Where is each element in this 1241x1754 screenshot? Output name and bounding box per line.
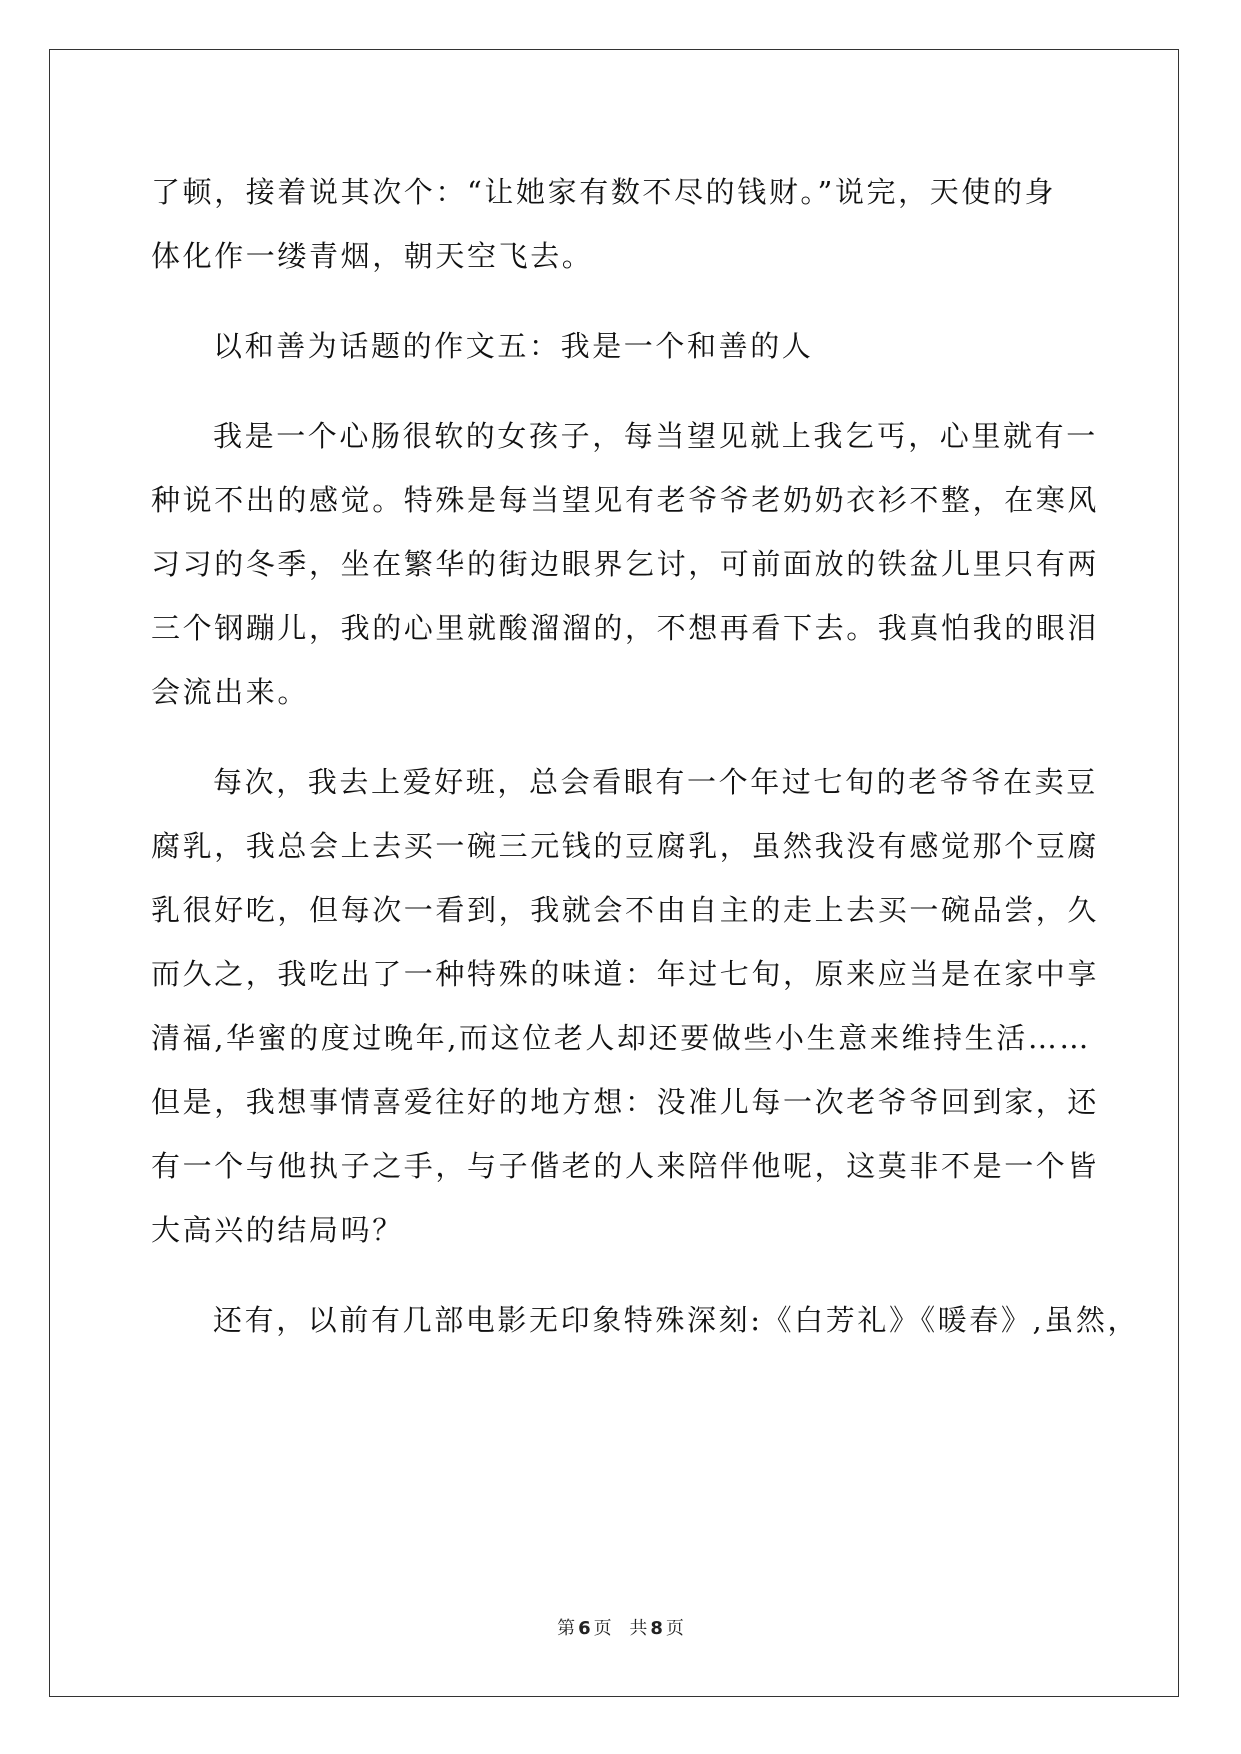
total-count: 8 [650, 1618, 663, 1639]
paragraph [151, 1288, 1140, 1352]
page-number [554, 1618, 615, 1639]
text-line: 种说不出的感觉。特殊是每当望见有老爷爷老奶奶衣衫不整，在寒风 [151, 483, 1100, 517]
section-heading [151, 314, 1091, 378]
text-line: 习习的冬季，坐在繁华的街边眼界乞讨，可前面放的铁盆儿里只有两 [151, 547, 1100, 581]
page-current: 6 [578, 1618, 591, 1639]
paragraph [151, 750, 1100, 1262]
paragraph [151, 160, 1091, 288]
text-line: 但是，我想事情喜爱往好的地方想：没准儿每一次老爷爷回到家，还 [151, 1085, 1100, 1119]
text-line: 乳很好吃，但每次一看到，我就会不由自主的走上去买一碗品尝，久 [151, 893, 1100, 927]
total-prefix: 共 [629, 1618, 648, 1639]
text-line: 大高兴的结局吗？ [151, 1213, 404, 1247]
page-prefix: 第 [557, 1618, 576, 1639]
text-line: 三个钢蹦儿，我的心里就酸溜溜的，不想再看下去。我真怕我的眼泪 [151, 611, 1100, 645]
text-line: 我是一个心肠很软的女孩子，每当望见就上我乞丐，心里就有一 [213, 419, 1098, 453]
document-body [151, 160, 1140, 1352]
text-line: 有一个与他执子之手，与子偕老的人来陪伴他呢，这莫非不是一个皆 [151, 1149, 1100, 1183]
text-line: 会流出来。 [151, 675, 310, 709]
page-footer [0, 1614, 1241, 1640]
paragraph [151, 404, 1100, 724]
page-suffix: 页 [593, 1618, 612, 1639]
page-total [626, 1618, 687, 1639]
text-line: 还有，以前有几部电影无印象特殊深刻:《白芳礼》《暖春》,虽然， [213, 1303, 1140, 1337]
text-line: 清福,华蜜的度过晚年,而这位老人却还要做些小生意来维持生活…… [151, 1021, 1092, 1055]
text-line: 腐乳，我总会上去买一碗三元钱的豆腐乳，虽然我没有感觉那个豆腐 [151, 829, 1100, 863]
text-line: 了顿，接着说其次个：“让她家有数不尽的钱财。”说完，天使的身 [151, 175, 1057, 209]
text-line: 体化作一缕青烟，朝天空飞去。 [151, 239, 594, 273]
total-suffix: 页 [665, 1618, 684, 1639]
text-line: 以和善为话题的作文五：我是一个和善的人 [213, 329, 814, 363]
text-line: 每次，我去上爱好班，总会看眼有一个年过七旬的老爷爷在卖豆 [213, 765, 1098, 799]
text-line: 而久之，我吃出了一种特殊的味道：年过七旬，原来应当是在家中享 [151, 957, 1100, 991]
